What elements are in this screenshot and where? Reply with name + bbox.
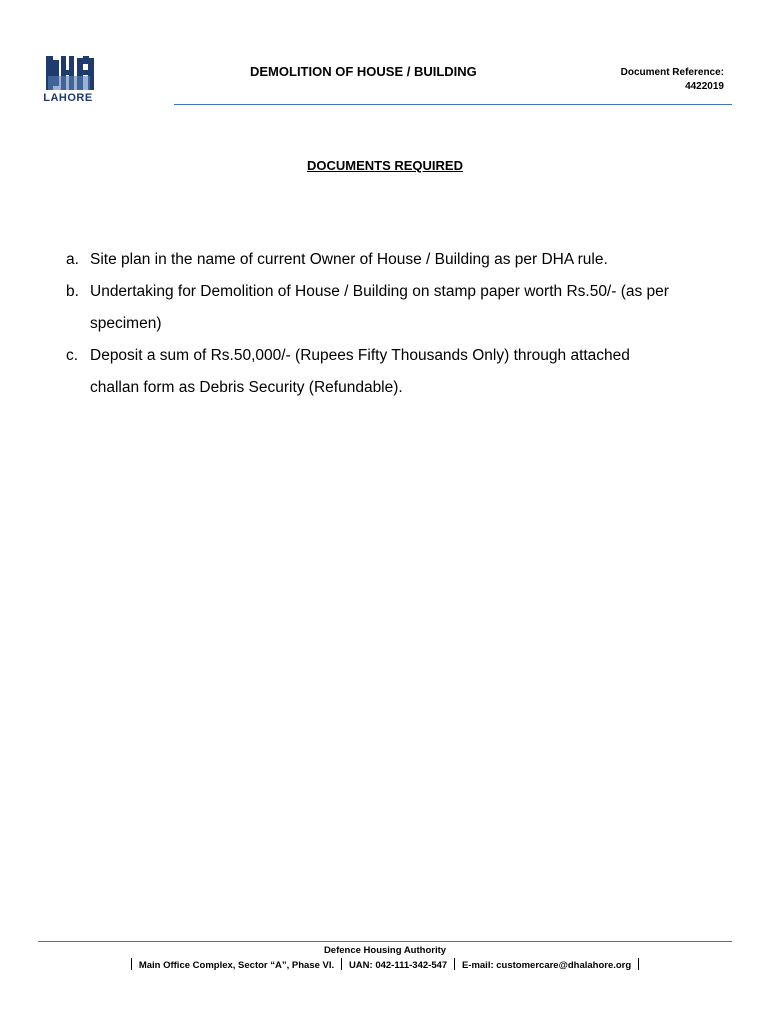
- list-item: [66, 276, 726, 340]
- logo-text: LAHORE: [43, 92, 93, 104]
- separator-bar: [131, 958, 133, 970]
- list-item-text: Undertaking for Demolition of House / Building on stamp paper worth Rs.50/- (as per specimen): [90, 283, 669, 332]
- list-marker: a.: [66, 251, 79, 268]
- separator-bar: [454, 958, 456, 970]
- reference-label: Document Reference:: [620, 67, 724, 78]
- separator-bar: [638, 958, 640, 970]
- document-reference: [621, 66, 724, 94]
- requirements-list: [66, 244, 726, 404]
- footer-email[interactable]: E-mail: customercare@dhalahore.org: [461, 960, 632, 971]
- footer-divider: [38, 941, 732, 942]
- list-marker: c.: [66, 347, 79, 364]
- document-title: DEMOLITION OF HOUSE / BUILDING: [250, 64, 477, 79]
- header-divider: [174, 104, 732, 105]
- dha-logo: [38, 52, 98, 106]
- list-item: [66, 244, 726, 276]
- list-marker: b.: [66, 283, 79, 300]
- list-item: [66, 340, 726, 404]
- footer-organization: Defence Housing Authority: [323, 945, 447, 956]
- footer-address: Main Office Complex, Sector “A”, Phase VI.: [138, 960, 335, 971]
- reference-number: 4422019: [685, 81, 724, 92]
- list-item-text: Site plan in the name of current Owner of House / Building as per DHA rule.: [90, 251, 608, 268]
- footer-uan: UAN: 042-111-342-547: [348, 960, 448, 971]
- section-heading: DOCUMENTS REQUIRED: [306, 158, 463, 173]
- separator-bar: [341, 958, 343, 970]
- list-item-text: Deposit a sum of Rs.50,000/- (Rupees Fifty Thousands Only) through attached challan form as Debris Security (Refundable).: [90, 347, 630, 396]
- footer-contact: [0, 958, 770, 971]
- dha-logo-icon: [38, 52, 98, 92]
